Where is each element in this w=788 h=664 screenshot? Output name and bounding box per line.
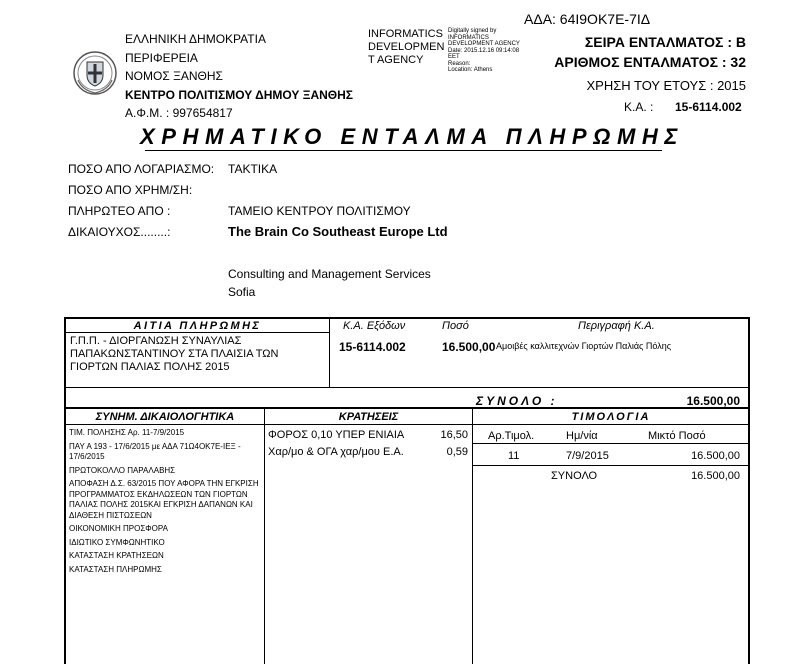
invoice-total-label: ΣΥΝΟΛΟ (551, 470, 598, 482)
signature-detail: Reason: (448, 60, 471, 67)
beneficiary-address-2: Sofia (228, 285, 256, 299)
list-item: ΚΑΤΑΣΤΑΣΗ ΠΛΗΡΩΜΗΣ (69, 564, 162, 574)
table-divider (472, 465, 749, 466)
attachments-list (69, 428, 261, 578)
ada-code: ΑΔΑ: 64Ι9ΟΚ7Ε-7ΙΔ (524, 11, 651, 27)
invoice-total-value: 16.500,00 (691, 470, 740, 482)
signer-line: T AGENCY (368, 54, 424, 66)
list-item: ΠΑΥ Α 193 - 17/6/2015 με ΑΔΑ 71Ω4ΟΚ7Ε-ΙΕΞ - 17/6/2015 (69, 441, 241, 461)
withholding-name: ΦΟΡΟΣ 0,10 ΥΠΕΡ ΕΝΙΑΙΑ (268, 429, 405, 441)
from-period-label: ΠΟΣΟ ΑΠΟ ΧΡΗΜ/ΣΗ: (68, 183, 193, 197)
ka-value: 15-6114.002 (675, 100, 742, 114)
amount-header: Ποσό (442, 320, 469, 332)
ka-exp-header: Κ.Α. Εξόδων (343, 320, 406, 332)
payable-label: ΠΛΗΡΩΤΕΟ ΑΠΟ : (68, 204, 171, 218)
invoice-number: 11 (508, 450, 520, 462)
signature-detail: DEVELOPMENT AGENCY (448, 41, 520, 47)
table-divider (66, 424, 749, 425)
invoice-date: 7/9/2015 (566, 450, 609, 462)
digital-signature-details (448, 28, 520, 74)
beneficiary-value: The Brain Co Southeast Europe Ltd (228, 224, 448, 239)
issuer-prefecture: ΝΟΜΟΣ ΞΑΝΘΗΣ (125, 69, 223, 83)
signature-detail: EET (448, 54, 460, 60)
signature-detail: INFORMATICS (448, 34, 489, 41)
signature-detail: Location: Athens (448, 67, 493, 73)
beneficiary-label: ΔΙΚΑΙΟΥΧΟΣ........: (68, 225, 171, 239)
total-value: 16.500,00 (686, 394, 740, 408)
withholding-value: 16,50 (440, 429, 468, 441)
table-divider (329, 319, 330, 387)
document-title: ΧΡΗΜΑΤΙΚΟ ΕΝΤΑΛΜΑ ΠΛΗΡΩΜΗΣ (140, 124, 684, 149)
ka-exp-value: 15-6114.002 (339, 340, 406, 354)
docs-header: ΣΥΝΗΜ. ΔΙΚΑΙΟΛΟΓΗΤΙΚΑ (95, 411, 235, 423)
fiscal-year: ΧΡΗΣΗ ΤΟΥ ΕΤΟΥΣ : 2015 (586, 78, 746, 93)
desc-value: Αμοιβές καλλιτεχνών Γιορτών Παλιάς Πόλης (496, 341, 672, 351)
from-account-label: ΠΟΣΟ ΑΠΟ ΛΟΓΑΡΙΑΣΜΟ: (68, 162, 215, 176)
ka-label: Κ.Α. : (624, 100, 654, 114)
from-account-value: ΤΑΚΤΙΚΑ (228, 162, 278, 176)
table-divider (66, 332, 329, 333)
digital-signature-signer (368, 28, 444, 67)
table-divider (472, 409, 473, 664)
list-item: ΑΠΟΦΑΣΗ Δ.Σ. 63/2015 ΠΟΥ ΑΦΟΡΑ ΤΗΝ ΕΓΚΡΙΣΗ ΠΡΟΓΡΑΜΜΑΤΟΣ ΕΚΔΗΛΩΣΕΩΝ ΤΩΝ ΓΙΟΡΤΩΝ ΠΑΛΙΑΣ ΠΟΛΗΣ 2015ΚΑΙ ΕΓΚΡΙΣΗ ΔΑΠΑΝΩΝ ΚΑΙ ΔΙΑΘΕΣΗ ΠΙΣΤΩΣΕΩΝ (69, 479, 259, 520)
table-divider (264, 409, 265, 664)
amount-value: 16.500,00 (442, 340, 496, 354)
issuer-vat: Α.Φ.Μ. : 997654817 (125, 106, 233, 120)
beneficiary-address-1: Consulting and Management Services (228, 267, 431, 281)
list-item: ΤΙΜ. ΠΟΛΗΣΗΣ Αρ. 11-7/9/2015 (69, 428, 185, 437)
invoice-col-amount: Μικτό Ποσό (648, 430, 706, 442)
withholdings-header: ΚΡΑΤΗΣΕΙΣ (338, 411, 399, 423)
signer-line: DEVELOPMEN (368, 41, 445, 53)
cause-header: ΑΙΤΙΑ ΠΛΗΡΩΜΗΣ (133, 320, 262, 332)
withholding-value: 0,59 (446, 446, 468, 458)
issuer-name: ΚΕΝΤΡΟ ΠΟΛΙΤΙΣΜΟΥ ΔΗΜΟΥ ΞΑΝΘΗΣ (125, 87, 353, 102)
invoice-amount: 16.500,00 (691, 450, 740, 462)
list-item: ΚΑΤΑΣΤΑΣΗ ΚΡΑΤΗΣΕΩΝ (69, 551, 164, 560)
invoices-header: ΤΙΜΟΛΟΓΙΑ (571, 411, 651, 423)
table-divider (66, 387, 749, 388)
greek-emblem-icon (72, 50, 118, 96)
warrant-number: ΑΡΙΘΜΟΣ ΕΝΤΑΛΜΑΤΟΣ : 32 (554, 54, 746, 70)
table-divider (472, 443, 749, 444)
invoice-col-number: Αρ.Τιμολ. (488, 430, 535, 442)
invoice-col-date: Ημ/νία (566, 430, 598, 442)
withholding-name: Χαρ/μο & ΟΓΑ χαρ/μου Ε.Α. (268, 446, 404, 458)
total-label: ΣΥΝΟΛΟ : (476, 394, 558, 408)
list-item: ΟΙΚΟΝΟΜΙΚΗ ΠΡΟΣΦΟΡΑ (69, 524, 168, 533)
cause-text: Γ.Π.Π. - ΔΙΟΡΓΑΝΩΣΗ ΣΥΝΑΥΛΙΑΣ ΠΑΠΑΚΩΝΣΤΑΝΤΙΝΟΥ ΣΤΑ ΠΛΑΙΣΙΑ ΤΩΝ ΓΙΟΡΤΩΝ ΠΑΛΙΑΣ ΠΟΛΗΣ 2015 (70, 335, 279, 373)
signature-detail: Digitally signed by (448, 28, 497, 34)
signer-line: INFORMATICS (368, 28, 443, 40)
list-item: ΙΔΙΩΤΙΚΟ ΣΥΜΦΩΝΗΤΙΚΟ (69, 537, 165, 547)
desc-header: Περιγραφή Κ.Α. (578, 320, 655, 332)
warrant-series: ΣΕΙΡΑ ΕΝΤΑΛΜΑΤΟΣ : Β (584, 34, 746, 50)
issuer-block (125, 30, 353, 123)
payable-value: ΤΑΜΕΙΟ ΚΕΝΤΡΟΥ ΠΟΛΙΤΙΣΜΟΥ (228, 204, 411, 218)
issuer-region: ΠΕΡΙΦΕΡΕΙΑ (125, 50, 198, 65)
list-item: ΠΡΩΤΟΚΟΛΛΟ ΠΑΡΑΛΑΒΗΣ (69, 465, 176, 475)
signature-detail: Date: 2015.12.16 09:14:08 (448, 47, 520, 54)
issuer-state: ΕΛΛΗΝΙΚΗ ΔΗΜΟΚΡΑΤΙΑ (125, 32, 266, 46)
title-underline (145, 150, 662, 151)
